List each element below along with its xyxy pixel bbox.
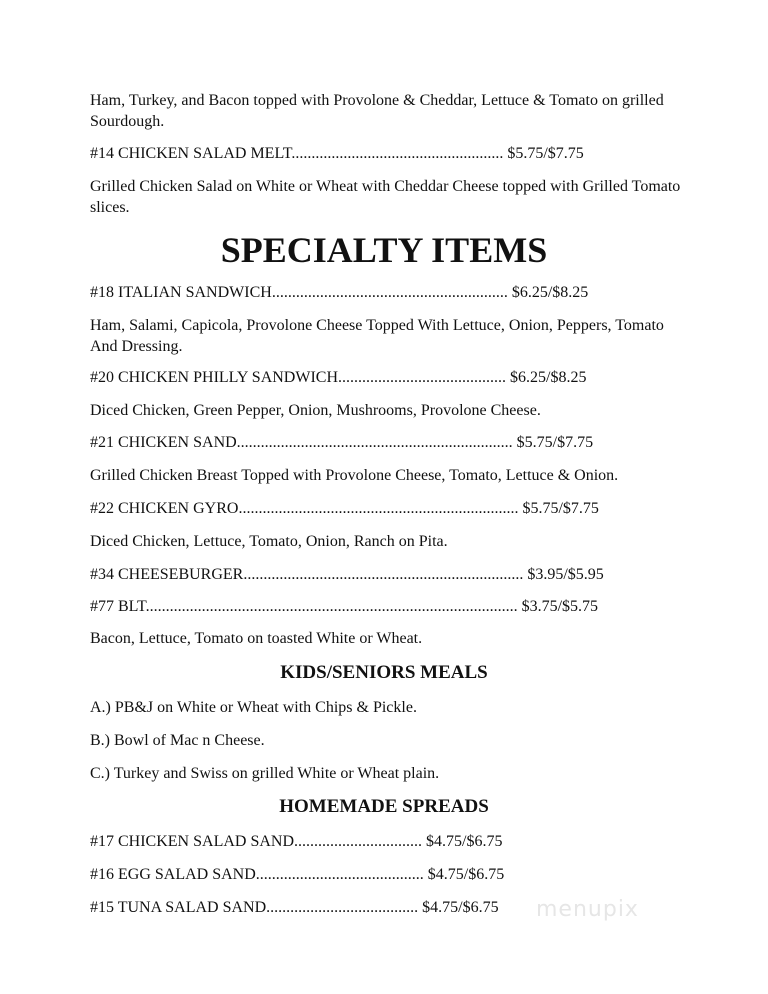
section-heading-specialty: SPECIALTY ITEMS — [220, 230, 548, 270]
leader-dots: .......................................... — [255, 866, 424, 883]
menu-item-14 — [90, 144, 584, 164]
item-price: $3.95/$5.95 — [527, 566, 604, 583]
item-price: $5.75/$7.75 — [507, 145, 584, 162]
item-description: Grilled Chicken Breast Topped with Provolone Cheese, Tomato, Lettuce & Onion. — [90, 467, 619, 484]
leader-dots: ...................................................................... — [238, 500, 519, 517]
item-description: Diced Chicken, Green Pepper, Onion, Mushrooms, Provolone Cheese. — [90, 402, 541, 419]
watermark-logo: menupix — [536, 897, 639, 922]
item-name: #18 ITALIAN SANDWICH — [90, 284, 272, 301]
item-name: #22 CHICKEN GYRO — [90, 500, 239, 517]
menu-item-22 — [90, 499, 599, 519]
item-description: Ham, Turkey, and Bacon topped with Provolone & Cheddar, Lettuce & Tomato on grilled Sourdough. — [90, 92, 664, 130]
kids-meal-a: A.) PB&J on White or Wheat with Chips & Pickle. — [90, 699, 417, 716]
item-name: #20 CHICKEN PHILLY SANDWICH — [90, 369, 339, 386]
item-name: #34 CHEESEBURGER — [90, 566, 244, 583]
leader-dots: ..................................................... — [291, 145, 504, 162]
menu-item-21 — [90, 433, 593, 453]
leader-dots: ...................................................................... — [243, 566, 524, 583]
item-description: Diced Chicken, Lettuce, Tomato, Onion, Ranch on Pita. — [90, 533, 448, 550]
menu-item-20 — [90, 368, 586, 388]
section-heading-spreads: HOMEMADE SPREADS — [279, 796, 489, 817]
item-price: $6.25/$8.25 — [511, 284, 589, 301]
leader-dots: .......................................... — [338, 369, 507, 386]
item-name: #16 EGG SALAD SAND — [90, 866, 256, 883]
kids-meal-b: B.) Bowl of Mac n Cheese. — [90, 732, 265, 749]
item-name: #15 TUNA SALAD SAND — [90, 899, 267, 916]
item-name: #14 CHICKEN SALAD MELT — [90, 145, 292, 162]
item-name: #17 CHICKEN SALAD SAND — [90, 833, 295, 850]
item-description: Grilled Chicken Salad on White or Wheat with Cheddar Cheese topped with Grilled Tomato slices. — [90, 178, 681, 216]
item-price: $6.25/$8.25 — [510, 369, 587, 386]
leader-dots: ...................................... — [266, 899, 419, 916]
section-heading-kids: KIDS/SENIORS MEALS — [280, 662, 488, 683]
item-price: $3.75/$5.75 — [521, 598, 599, 615]
item-price: $4.75/$6.75 — [427, 866, 505, 883]
item-name: #21 CHICKEN SAND — [90, 434, 237, 451]
item-name: #77 BLT — [90, 598, 146, 615]
menu-item-18 — [90, 283, 588, 303]
item-price: $5.75/$7.75 — [522, 500, 599, 517]
menu-item-16 — [90, 865, 504, 885]
item-description: Bacon, Lettuce, Tomato on toasted White or Wheat. — [90, 630, 423, 647]
leader-dots: ............................................................................................. — [145, 598, 518, 615]
menu-item-17 — [90, 832, 502, 852]
leader-dots: ..................................................................... — [236, 434, 513, 451]
item-price: $4.75/$6.75 — [422, 899, 499, 916]
item-description: Ham, Salami, Capicola, Provolone Cheese Topped With Lettuce, Onion, Peppers, Tomato And Dressing. — [90, 317, 664, 355]
item-price: $4.75/$6.75 — [426, 833, 503, 850]
leader-dots: ........................................................... — [271, 284, 508, 301]
item-price: $5.75/$7.75 — [516, 434, 594, 451]
menu-item-15 — [90, 898, 499, 918]
kids-meal-c: C.) Turkey and Swiss on grilled White or Wheat plain. — [90, 765, 440, 782]
leader-dots: ................................ — [294, 833, 423, 850]
menu-item-34 — [90, 565, 604, 585]
menu-item-77 — [90, 597, 598, 617]
